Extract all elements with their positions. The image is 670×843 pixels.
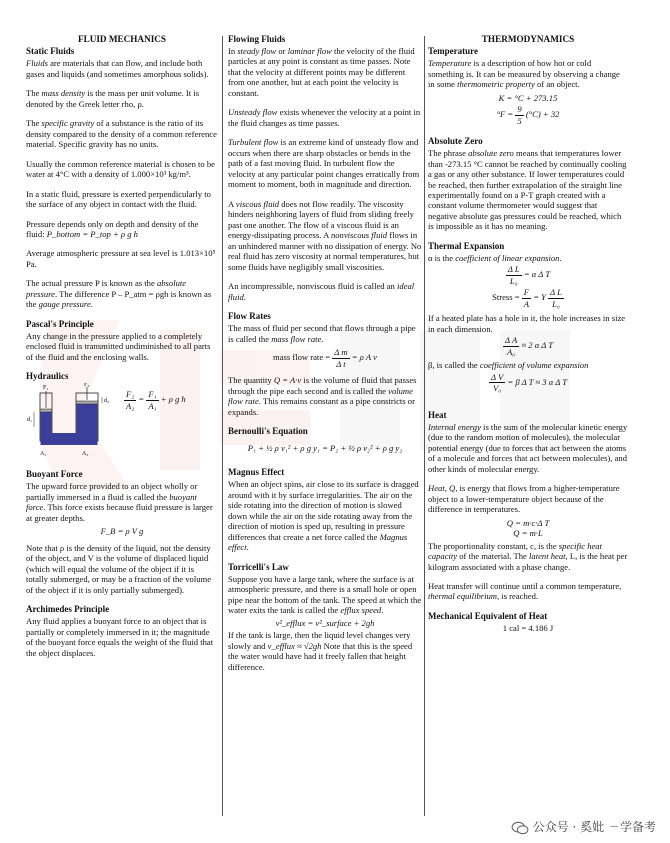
paragraph-large-tank: If the tank is large, then the liquid level changes very slowly and v_efflux ≈ √2gh Note that this is the speed the water would have had it freely fallen that height difference. [228,630,413,672]
label-f2: F₂ [84,383,90,389]
equation-buoyant: F_B = ρ V g [100,526,144,537]
label-a2: A₂ [82,451,89,458]
heading-flow-rates: Flow Rates [228,311,271,322]
paragraph-temperature: Temperature is a description of how hot or cold something is. It can be measured by observing a change in some thermometric property of an object. [428,58,620,90]
heading-thermal-expansion: Thermal Expansion [428,240,505,251]
paragraph-pascal: Any change in the pressure applied to a completely enclosed fluid is transmitted undiminished to all parts of the fluid and the enclosing walls. [26,330,211,362]
paragraph-specific-heat: The proportionality constant, c, is the specific heat capacity of the material. The latent heat, L, is the heat per kilogram associated with a phase change. [428,540,628,572]
heading-heat: Heat [428,409,447,420]
equation-heat-2: Q = m·L [513,528,543,539]
heading-torricelli: Torricelli's Law [228,561,289,572]
paragraph-viscous-fluid: A viscous fluid does not flow readily. The viscosity hinders neighboring layers of fluid from sliding freely past one another. The flow of a viscous fluid is an energy-dissipating process. A nonviscous fluid flows in an unhindered manner with no dissipation of energy. No real fluid has zero viscosity at normal temperatures, but some fluids have negligibly small viscosities. [228,198,422,272]
paragraph-hole: If a heated plate has a hole in it, the hole increases in size in each dimension. [428,313,626,334]
footer-watermark [511,820,656,835]
heading-mechanical-equivalent: Mechanical Equivalent of Heat [428,610,548,621]
paragraph-static-pressure: In a static fluid, pressure is exerted perpendicularly to the surface of any object in contact with the fluid. [26,188,211,210]
paragraph-magnus: When an object spins, air close to its surface is dragged around with it by surface irregularities. The air on the side rotating into the direction of motion is slowed down while the air on the side rotating away from the direction of motion is sped up, resulting in pressure differences that create a net force called the Magnus effect. [228,479,419,553]
equation-hydraulics: $\frac{\text{F₂}}{\text{A₂}}$ = $\frac{\text{F₁}}{\text{A₁}}$ + ρ g h [126,389,186,411]
heading-absolute-zero: Absolute Zero [428,136,483,147]
heading-bernoulli: Bernoulli's Equation [228,425,308,436]
label-f1: F₁ [43,385,49,392]
heading-magnus: Magnus Effect [228,467,285,478]
footer-text: 公众号 · 奚妣 ㄧ学备考 [532,820,656,835]
column-flowing-fluids [228,34,422,681]
equation-calorie: 1 cal = 4.186 J [502,622,554,633]
heading-temperature: Temperature [428,46,478,57]
paragraph-equilibrium: Heat transfer will continue until a common temperature, thermal equilibrium, is reached. [428,580,622,602]
label-d2: d₂ [104,398,110,405]
label-d1: d₁ [27,417,33,424]
paragraph-mass-flow: The mass of fluid per second that flows through a pipe is called the mass flow rate. [228,323,416,344]
paragraph-fluids: Fluids are materials that can flow, and include both gases and liquids (and sometimes amorphous solids). [26,58,209,79]
equation-fahrenheit: °F = $\frac{9}{5}$ (°C) + 32 [496,104,560,126]
hydraulic-press-diagram [26,383,118,463]
heading-hydraulics: Hydraulics [26,371,69,382]
hydraulics-block [26,383,218,463]
section-title: THERMODYNAMICS [481,34,575,44]
equation-heat-1: Q = m·c·Δ T [506,517,550,528]
equation-bernoulli: P₁ + ½ ρ v₁² + ρ g y₁ = P₂ + ½ ρ v₂² + ρ g y₂ [247,442,403,453]
equation-mass-flow: mass flow rate = $\frac{\text{Δ m}}{\text{Δ t}}$ = ρ A v [273,347,377,369]
equation-linear-expansion: $\frac{\text{Δ L}}{\text{L₀}}$ = α Δ T [507,264,551,286]
label-a1: A₁ [40,451,47,458]
paragraph-density: The mass density is the mass per unit volume. It is denoted by the Greek letter rho, ρ. [26,88,200,109]
heading-buoyant-force: Buoyant Force [26,469,83,480]
column-fluid-mechanics [26,34,218,667]
column-thermodynamics [428,34,628,639]
paragraph-atmospheric: Average atmospheric pressure at sea level is 1.013×10⁵ Pa. [26,248,216,269]
heading-pascal: Pascal's Principle [26,318,94,329]
paragraph-specific-gravity: The specific gravity of a substance is the ratio of its density compared to the density of a common reference material. Specific gravity has no units. [26,118,217,150]
column-divider-2 [424,36,425,816]
paragraph-heat-q: Heat, Q, is energy that flows from a higher-temperature object to a lower-temperature object because of the difference in temperatures. [428,483,620,515]
column-divider-1 [222,36,223,816]
paragraph-buoyant-note: Note that ρ is the density of the liquid, not the density of the object, and V is the volume of displaced liquid (which will equal the volume of the object if it is totally submerged, or may be a fraction of the volume of the object if it is only partially submerged). [26,542,212,595]
paragraph-linear-expansion: α is the coefficient of linear expansion. [428,252,562,263]
equation-depth: P_bottom = P_top + ρ g h [46,229,138,239]
equation-kelvin: K = °C + 273.15 [498,92,558,103]
equation-area-expansion: $\frac{\text{Δ A}}{\text{A₀}}$ ≈ 2 α Δ T [504,335,554,357]
paragraph-volume-expansion: β, is called the coefficient of volume expansion [428,360,589,371]
paragraph-torricelli: Suppose you have a large tank, where the surface is at atmospheric pressure, and there is a small hole or open pipe near the bottom of the tank. The speed at which the water exits the tank is called the efflux speed. [228,573,422,616]
paragraph-buoyant: The upward force provided to an object wholly or partially immersed in a fluid is called the buoyant force. This force exists because fluid pressure is larger at greater depths. [26,481,213,523]
paragraph-depth: Pressure depends only on depth and density of the fluid: P_bottom = P_top + ρ g h [26,218,199,239]
paragraph-volume-flow: The quantity Q = A·v is the volume of fluid that passes through the pipe each second and is called the volume flow rate. This remains constant as a pipe constricts or expands. [228,375,417,417]
equation-stress: Stress = $\frac{F}{A}$ = Y $\frac{\text{Δ L}}{\text{L₀}}$ [492,287,562,309]
paragraph-steady-flow: In steady flow or laminar flow the velocity of the fluid particles at any point is constant as time passes. Note that the velocity at different points may be different from one another, but at each point the velocity is constant. [228,45,415,98]
heading-static-fluids: Static Fluids [26,46,75,57]
paragraph-ideal-fluid: An incompressible, nonviscous fluid is called an ideal fluid. [228,281,415,302]
heading-archimedes: Archimedes Principle [26,604,110,615]
heading-flowing-fluids: Flowing Fluids [228,34,286,44]
equation-volume-expansion: $\frac{\text{Δ V}}{\text{V₀}}$ = β Δ T ≈ 3 α Δ T [490,371,568,394]
paragraph-turbulent-flow: Turbulent flow is an extreme kind of unsteady flow and occurs when there are sharp obstacles or bends in the path of a fast moving fluid. In turbulent flow the velocity at any particular point changes erratically from moment to moment, both in magnitude and direction. [228,137,420,190]
section-title: FLUID MECHANICS [77,34,167,44]
equation-efflux: v²_efflux = v²_surface + 2gh [275,617,375,628]
paragraph-absolute-pressure: The actual pressure P is known as the absolute pressure. The difference P – P_atm = ρgh is known as the gauge pressure. [26,278,212,310]
paragraph-absolute-zero: The phrase absolute zero means that temperatures lower than -273.15 °C cannot be reached by continually cooling a gas or any other substance. If lower temperatures could be reached, then further extrapolation of the straight line experimentally found on a P-T graph created with a constant volume thermometer would suggest that negative absolute gas pressures could be reached, which is impossible as it has no meaning. [428,148,627,232]
paragraph-archimedes: Any fluid applies a buoyant force to an object that is partially or completely immersed in it; the magnitude of the buoyant force equals the weight of the fluid that the object displaces. [26,616,214,658]
paragraph-internal-energy: Internal energy is the sum of the molecular kinetic energy (due to the random motion of molecules), the molecular potential energy (due to forces that act between the atoms of a molecule and forces that act between molecules), and other kinds of molecular energy. [428,421,628,474]
wechat-icon [511,821,529,835]
paragraph-unsteady-flow: Unsteady flow exists whenever the velocity at a point in the fluid changes as time passes. [228,107,421,128]
paragraph-water-reference: Usually the common reference material is chosen to be water at 4°C with a density of 1.000×10³ kg/m³. [26,158,215,180]
